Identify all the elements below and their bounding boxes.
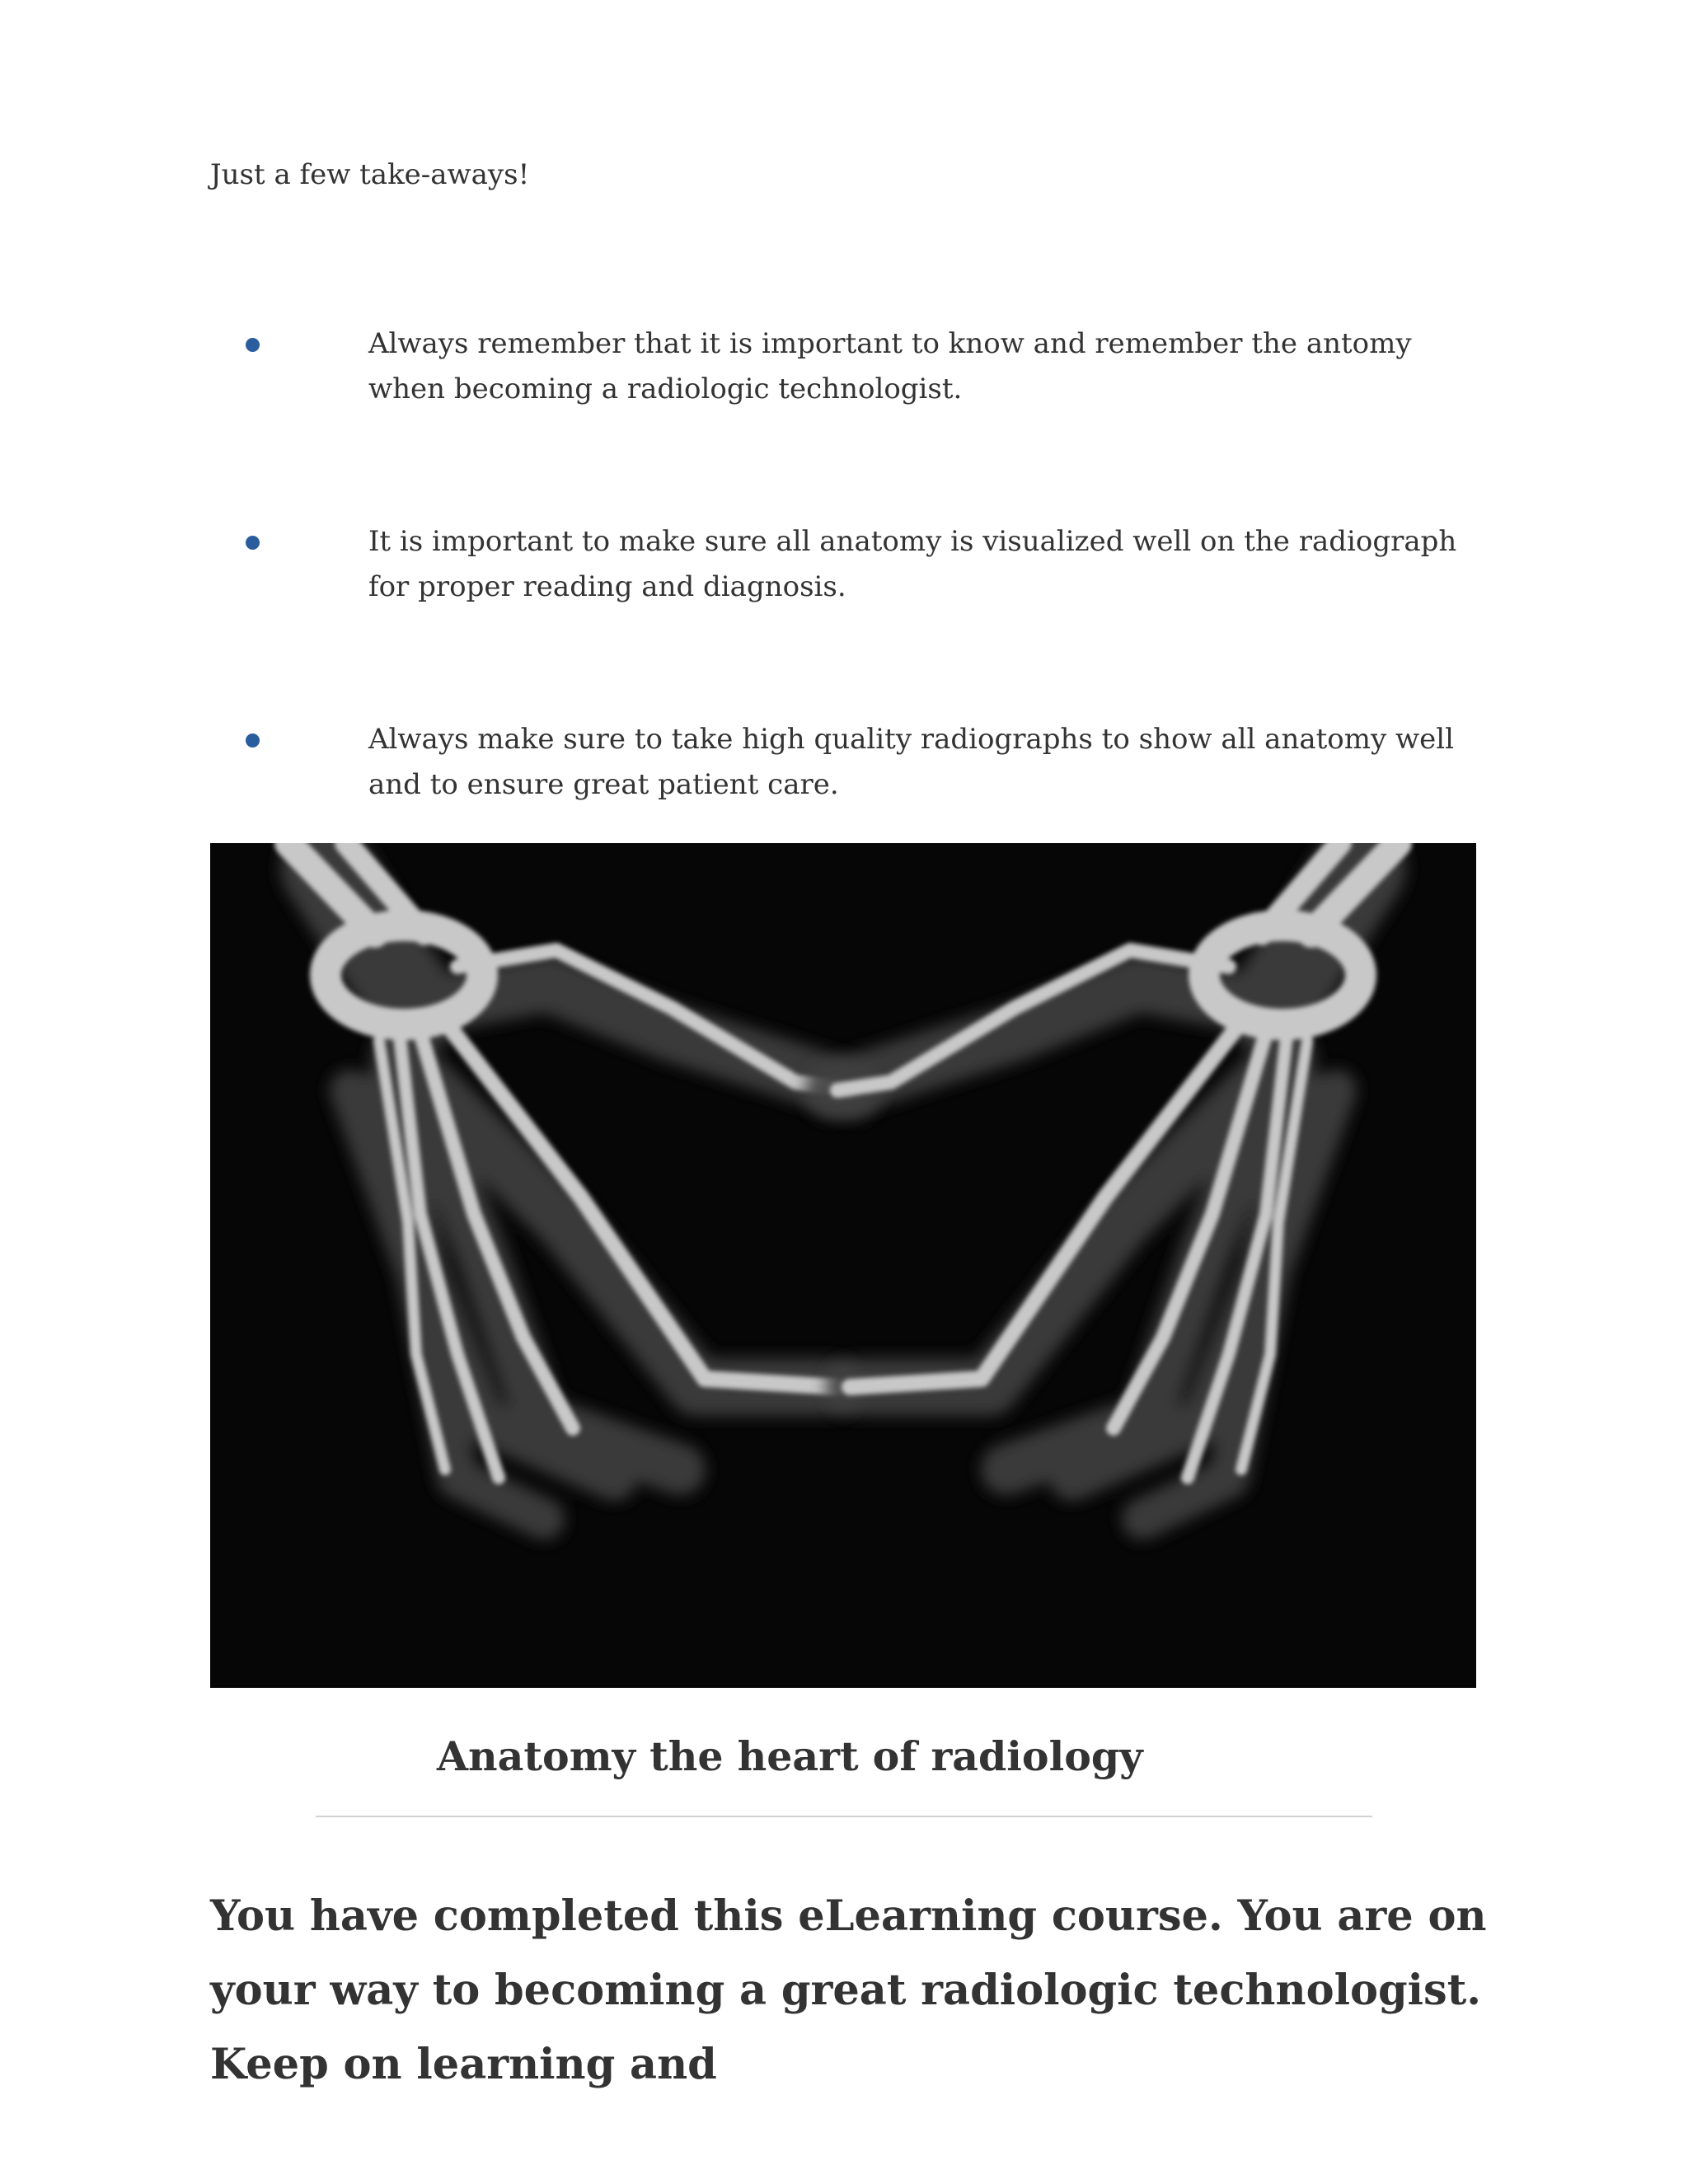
intro-text: Just a few take-aways! [210, 158, 530, 191]
list-item [210, 321, 1488, 412]
list-item-text: Always make sure to take high quality radiographs to show all anatomy well and to ensure great patient care. [368, 723, 1454, 801]
divider [316, 1816, 1372, 1817]
bullet-dot-icon [246, 733, 260, 748]
bullet-dot-icon [246, 536, 260, 550]
list-item [210, 519, 1488, 610]
list-item-text: Always remember that it is important to know and remember the antomy when becoming a radiologic technologist. [368, 327, 1412, 405]
bullet-dot-icon [246, 338, 260, 352]
takeaway-list [210, 321, 1488, 915]
image-caption: Anatomy the heart of radiology [437, 1732, 1143, 1780]
list-item [210, 717, 1488, 808]
xray-hands-heart-image [210, 843, 1476, 1688]
list-item-text: It is important to make sure all anatomy is visualized well on the radiograph for proper reading and diagnosis. [368, 525, 1457, 603]
completion-message: You have completed this eLearning course. You are on your way to becoming a great radiologic technologist. Keep on learning and [210, 1891, 1487, 2089]
